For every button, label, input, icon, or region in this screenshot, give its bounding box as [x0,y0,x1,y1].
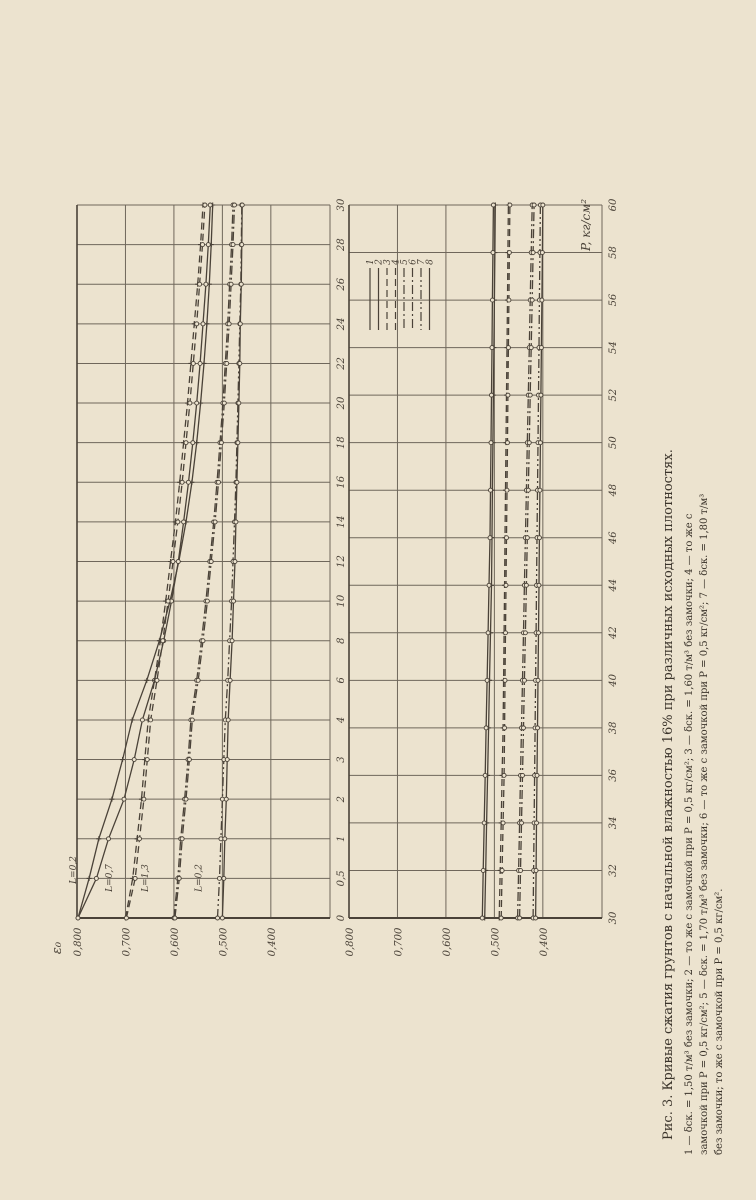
series-2-point [489,393,493,397]
series-4-point [502,773,506,777]
series-2-point [94,876,98,880]
series-2-point [201,322,205,326]
series-4-point [507,251,511,255]
x-tick-label: 28 [336,238,347,251]
chart-panel-2 [345,198,619,956]
x-tick-label: 44 [608,578,619,592]
series-8-point [534,868,538,872]
series-4-point [500,868,504,872]
series-2-point [76,916,80,920]
x-tick-label: 26 [336,277,347,291]
series-6-point [229,282,233,286]
series-4-point [503,678,507,682]
caption-title: Рис. 3. Кривые сжатия грунтов с начальной влажностью 16% при различных исходных плотностях. [661,449,676,1140]
series-2-point [140,718,144,722]
series-4-point [203,203,207,207]
series-5-line [518,205,533,918]
legend-label-2: 2 [374,259,385,265]
series-6-point [201,639,205,643]
series-8-point [232,599,236,603]
series-8-point [540,298,544,302]
series-2-point [489,488,493,492]
series-4-point [506,346,510,350]
caption-legend-line-1: 1 — δск. = 1,50 т/м³ без замочки; 2 — то же с замочкой при Р = 0,5 кг/см²; 3 — δск. = 1,60 т/м³ без замочки; 4 — то же с [684,513,695,1155]
series-7-point [217,876,221,880]
series-6-point [232,203,236,207]
series-4-point [171,560,175,564]
series-8-point [540,251,544,255]
series-2-point [204,282,208,286]
x-tick-label: 1 [336,835,347,842]
x-tick-label: 12 [336,555,347,568]
series-8-point [537,583,541,587]
series-2-point [182,520,186,524]
x-tick-label: 6 [336,677,347,684]
x-tick-label: 30 [608,911,619,925]
chart-panel-1 [50,198,347,956]
x-tick-label: 8 [336,637,347,644]
series-4-point [180,480,184,484]
x-tick-label: 36 [608,769,619,782]
x-tick-label: 56 [608,293,619,307]
series-6-point [532,203,536,207]
series-4-point [138,837,142,841]
series-8-point [240,203,244,207]
series-8-point [538,488,542,492]
series-2-point [486,631,490,635]
series-1-point [120,757,125,762]
series-6-point [531,251,535,255]
series-8-point [538,441,542,445]
series-4-point [191,361,195,365]
series-8-point [537,536,541,540]
y-tick-label: 0,500 [490,927,502,957]
rotated-plots [50,198,619,956]
series-7-point [220,797,224,801]
series-8-point [534,916,538,920]
x-tick-label: 34 [608,816,619,830]
series-6-point [196,678,200,682]
series-4-point [149,718,153,722]
series-8-point [237,401,241,405]
series-4-point [503,726,507,730]
series-8-point [222,876,226,880]
legend-label-8: 8 [425,259,436,265]
x-tick-label: 50 [608,436,619,450]
series-4-point [507,298,511,302]
x-tick-label: 32 [608,864,619,877]
x-tick-label: 30 [336,198,347,212]
series-8-point [536,631,540,635]
series-8-point [225,758,229,762]
series-4-point [504,536,508,540]
series-6-point [205,599,209,603]
series-6-point [180,837,184,841]
series-8-point [240,243,244,247]
x-tick-label: 14 [336,515,347,529]
series-2-point [491,203,495,207]
series-8-point [535,773,539,777]
series-6-point [190,718,194,722]
series-1-point [144,678,149,683]
series-6-point [227,322,231,326]
series-4-point [155,678,159,682]
series-8-point [223,837,227,841]
x-tick-label: 3 [336,756,347,763]
series-4-point [142,797,146,801]
x-tick-label: 48 [608,483,619,497]
series-1-point [87,876,92,881]
series-7-point [216,916,220,920]
y-tick-label: 0,800 [345,927,356,957]
series-6-point [173,916,177,920]
x-tick-label: 24 [336,317,347,331]
series-1-point [96,836,101,841]
x-axis-label: P, кг/см² [579,198,593,252]
series-6-point [219,441,223,445]
series-4-point [166,599,170,603]
series-6-point [518,916,522,920]
x-tick-label: 52 [608,388,619,402]
y-tick-label: 0,700 [393,927,405,957]
series-4-point [505,488,509,492]
x-tick-label: 40 [608,673,619,687]
series-8-point [238,361,242,365]
y-tick-label: 0,400 [538,927,550,957]
series-2-point [490,346,494,350]
y-tick-label: 0,600 [169,927,181,957]
series-8-point [233,560,237,564]
y-tick-label: 0,800 [73,927,84,957]
series-8-point [536,678,540,682]
series-6-point [231,243,235,247]
series-4-point [501,821,505,825]
series-8-point [536,726,540,730]
series-2-point [480,916,484,920]
series-8-point [239,282,243,286]
series-4-point [195,322,199,326]
x-tick-label: 2 [336,795,347,803]
x-tick-label: 18 [336,436,347,450]
series-6-point [526,488,530,492]
series-6-point [225,361,229,365]
series-4-point [133,876,137,880]
series-8-point [230,639,234,643]
series-2-point [490,298,494,302]
series-2-point [106,837,110,841]
series-8-point [236,441,240,445]
series-4-line [501,205,510,918]
curve-annotation: L=0,7 [104,864,115,892]
series-6-point [222,401,226,405]
series-6-point [528,393,532,397]
series-4-point [176,520,180,524]
x-tick-label: 20 [336,396,347,410]
series-2-point [122,797,126,801]
series-6-point [213,520,217,524]
series-4-point [505,441,509,445]
series-8-point [220,916,224,920]
series-4-point [188,401,192,405]
series-4-point [201,243,205,247]
series-8-point [228,678,232,682]
x-tick-label: 42 [608,626,619,640]
y-tick-label: 0,500 [218,927,230,957]
legend-label-7: 7 [417,259,427,265]
series-6-point [524,583,528,587]
series-6-point [523,631,527,635]
legend-label-6: 6 [408,259,419,265]
series-2-point [487,583,491,587]
series-8-point [238,322,242,326]
y-tick-label: 0,600 [441,927,453,957]
series-2-point [198,361,202,365]
series-1-point [130,717,135,722]
y-tick-label: 0,400 [266,927,278,957]
series-4-point [499,916,503,920]
series-8-point [541,203,545,207]
curve-annotation: L=0,2 [194,864,205,892]
series-2-point [206,243,210,247]
series-2-point [176,560,180,564]
caption-legend-line-2: замочкой при Р = 0,5 кг/см²; 5 — δск. = 1,70 т/м³ без замочки; 6 — то же с замочкой при Р = 0,5 кг/см²; 7 — δск. = 1,80 т/м³ [699,493,710,1155]
series-4-point [504,631,508,635]
series-6-line [520,205,535,918]
series-8-point [535,821,539,825]
x-tick-label: 10 [336,594,347,608]
series-4-point [161,639,165,643]
series-2-point [481,868,485,872]
x-tick-label: 58 [608,246,619,259]
series-4-point [124,916,128,920]
series-6-point [184,797,188,801]
curve-annotation: L=0,2 [68,856,79,884]
figure-caption [661,449,725,1155]
series-6-point [217,480,221,484]
x-tick-label: 46 [608,531,619,545]
series-6-point [522,678,526,682]
series-6-point [527,441,531,445]
series-8-point [539,393,543,397]
series-8-point [226,718,230,722]
series-6-point [520,821,524,825]
series-2-point [482,821,486,825]
series-4-point [145,758,149,762]
series-2-point [484,726,488,730]
series-2-point [491,251,495,255]
series-6-point [525,536,529,540]
x-tick-label: 60 [608,198,619,212]
series-4-point [504,583,508,587]
series-4-point [508,203,512,207]
y-tick-label: 0,700 [121,927,133,957]
series-2-point [132,758,136,762]
series-6-point [177,876,181,880]
series-2-point [483,773,487,777]
series-6-point [520,773,524,777]
x-tick-label: 54 [608,341,619,354]
series-6-point [530,298,534,302]
series-4-point [506,393,510,397]
series-6-point [187,758,191,762]
series-8-point [224,797,228,801]
series-6-point [521,726,525,730]
series-2-point [186,480,190,484]
curve-annotation: L=1,3 [141,864,152,892]
series-3-line [499,205,508,918]
series-2-point [489,441,493,445]
legend-label-1: 1 [366,259,376,265]
series-8-point [235,480,239,484]
x-tick-label: 38 [608,721,619,735]
series-6-point [529,346,533,350]
series-2-point [191,441,195,445]
y-axis-label: ε₀ [50,941,65,955]
series-7-point [219,837,223,841]
series-1-point [109,797,114,802]
series-2-point [485,678,489,682]
series-4-point [184,441,188,445]
caption-legend-line-3: без замочки; то же с замочкой при Р = 0,5 кг/см². [714,888,725,1155]
x-tick-label: 4 [336,716,347,724]
series-2-point [488,536,492,540]
x-tick-label: 22 [336,357,347,370]
series-2-point [208,203,212,207]
x-tick-label: 0 [336,914,347,922]
series-8-point [539,346,543,350]
series-6-point [519,868,523,872]
series-8-point [234,520,238,524]
x-tick-label: 0,5 [336,870,347,887]
series-6-point [209,560,213,564]
legend-label-5: 5 [400,259,410,265]
series-4-point [198,282,202,286]
x-tick-label: 16 [336,475,347,489]
legend-label-4: 4 [391,259,402,265]
legend-label-3: 3 [383,259,393,265]
series-2-point [195,401,199,405]
